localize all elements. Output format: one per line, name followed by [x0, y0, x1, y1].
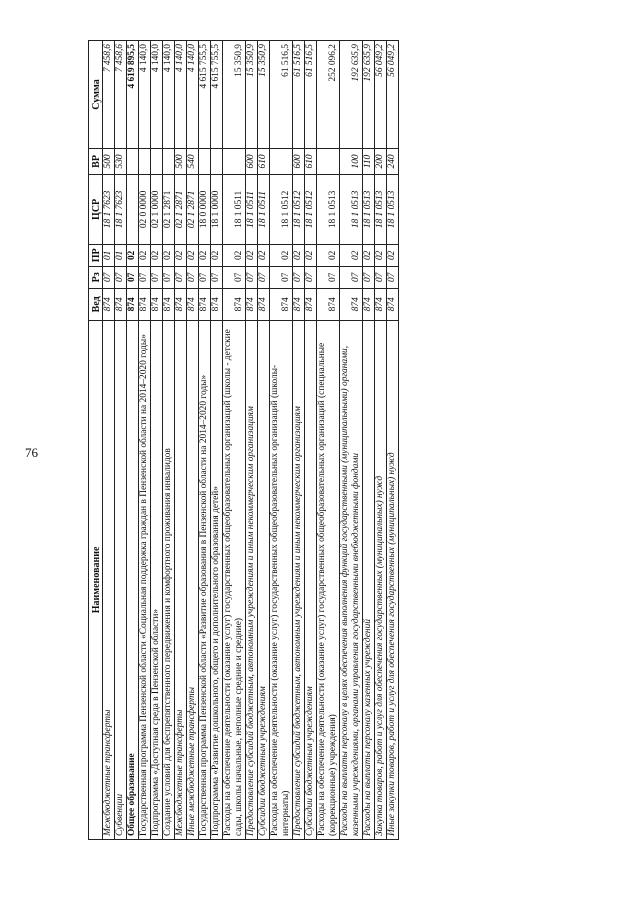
cell-vr: 500 [103, 148, 115, 174]
cell-ved: 874 [387, 288, 399, 320]
table-row [139, 41, 151, 840]
cell-rz: 07 [363, 266, 375, 288]
cell-csr [127, 174, 139, 244]
table-row [151, 41, 163, 840]
cell-pr: 02 [199, 244, 211, 266]
cell-sum: 15 350,9 [258, 41, 270, 149]
cell-sum: 4 140,0 [163, 41, 175, 149]
cell-rz: 07 [270, 266, 293, 288]
header-csr: ЦСР [89, 174, 103, 244]
cell-vr: 600 [293, 148, 305, 174]
cell-rz: 07 [375, 266, 387, 288]
table-row [127, 41, 139, 840]
cell-vr [223, 148, 246, 174]
cell-name: Субсидии бюджетным учреждениям [258, 320, 270, 839]
cell-rz: 07 [127, 266, 139, 288]
cell-name: Предоставление субсидий бюджетным, автономным учреждениям и иным некоммерческим организациям [293, 320, 305, 839]
cell-ved: 874 [223, 288, 246, 320]
cell-pr: 02 [340, 244, 363, 266]
cell-name: Подпрограмма «Доступная среда в Пензенской области» [151, 320, 163, 839]
cell-rz: 07 [305, 266, 317, 288]
cell-ved: 874 [363, 288, 375, 320]
cell-name: Иные закупки товаров, работ и услуг для обеспечения государственных (муниципальных) нужд [387, 320, 399, 839]
cell-sum: 192 635,9 [340, 41, 363, 149]
header-rz: Рз [89, 266, 103, 288]
cell-name: Расходы на обеспечение деятельности (оказание услуг) государственных общеобразовательных организаций (специальные (коррекционные) учреждения) [317, 320, 340, 839]
cell-csr: 02 1 2871 [187, 174, 199, 244]
table-row [387, 41, 399, 840]
header-vr: ВР [89, 148, 103, 174]
cell-ved: 874 [317, 288, 340, 320]
cell-name: Расходы на выплаты персоналу в целях обеспечения выполнения функций государственными (муниципальными) органами, казенными учреждениями, органами управления государственными внебюджетными фондами [340, 320, 363, 839]
cell-pr: 02 [246, 244, 258, 266]
cell-ved: 874 [340, 288, 363, 320]
cell-pr: 02 [270, 244, 293, 266]
table-row [270, 41, 293, 840]
cell-rz: 07 [139, 266, 151, 288]
cell-pr: 02 [163, 244, 175, 266]
cell-sum: 192 635,9 [363, 41, 375, 149]
cell-pr: 02 [387, 244, 399, 266]
cell-ved: 874 [375, 288, 387, 320]
cell-ved: 874 [258, 288, 270, 320]
cell-rz: 07 [115, 266, 127, 288]
table-row [258, 41, 270, 840]
cell-vr [317, 148, 340, 174]
cell-vr: 600 [246, 148, 258, 174]
table-row [163, 41, 175, 840]
cell-vr [270, 148, 293, 174]
cell-rz: 07 [293, 266, 305, 288]
cell-pr: 02 [151, 244, 163, 266]
cell-sum: 4 619 895,5 [127, 41, 139, 149]
cell-vr: 240 [387, 148, 399, 174]
cell-ved: 874 [139, 288, 151, 320]
cell-csr: 18 1 0512 [270, 174, 293, 244]
cell-ved: 874 [246, 288, 258, 320]
cell-sum: 4 140,0 [139, 41, 151, 149]
cell-pr: 02 [258, 244, 270, 266]
cell-vr: 200 [375, 148, 387, 174]
cell-csr: 18 1 7623 [115, 174, 127, 244]
cell-name: Государственная программа Пензенской области «Социальная поддержка граждан в Пензенской области на 2014–2020 годы» [139, 320, 151, 839]
cell-rz: 07 [317, 266, 340, 288]
cell-name: Предоставление субсидий бюджетным, автономным учреждениям и иным некоммерческим организациям [246, 320, 258, 839]
cell-ved: 874 [199, 288, 211, 320]
cell-rz: 07 [211, 266, 223, 288]
cell-sum: 4 140,0 [187, 41, 199, 149]
table-row [317, 41, 340, 840]
cell-vr [139, 148, 151, 174]
page-number: 76 [25, 445, 38, 460]
header-name: Наименование [89, 320, 103, 839]
cell-ved: 874 [103, 288, 115, 320]
cell-csr: 18 1 0511 [223, 174, 246, 244]
cell-csr: 18 1 0511 [258, 174, 270, 244]
cell-sum: 61 516,5 [270, 41, 293, 149]
table-row [187, 41, 199, 840]
cell-name: Межбюджетные трансферты [103, 320, 115, 839]
budget-table-rotated [88, 40, 640, 840]
cell-rz: 07 [387, 266, 399, 288]
table-row [199, 41, 211, 840]
cell-sum: 7 458,6 [103, 41, 115, 149]
cell-name: Расходы на выплаты персоналу казенных учреждений [363, 320, 375, 839]
cell-pr: 02 [127, 244, 139, 266]
cell-sum: 4 140,0 [151, 41, 163, 149]
cell-sum: 61 516,5 [293, 41, 305, 149]
cell-rz: 07 [223, 266, 246, 288]
cell-ved: 874 [211, 288, 223, 320]
cell-ved: 874 [270, 288, 293, 320]
cell-csr: 18 1 0513 [387, 174, 399, 244]
cell-name: Общее образование [127, 320, 139, 839]
cell-pr: 02 [223, 244, 246, 266]
cell-vr [199, 148, 211, 174]
cell-ved: 874 [305, 288, 317, 320]
cell-ved: 874 [293, 288, 305, 320]
cell-name: Межбюджетные трансферты [175, 320, 187, 839]
cell-vr: 610 [258, 148, 270, 174]
cell-ved: 874 [187, 288, 199, 320]
table-row [115, 41, 127, 840]
cell-ved: 874 [175, 288, 187, 320]
cell-rz: 07 [340, 266, 363, 288]
cell-rz: 07 [151, 266, 163, 288]
cell-rz: 07 [258, 266, 270, 288]
cell-name: Субвенции [115, 320, 127, 839]
cell-name: Расходы на обеспечение деятельности (оказание услуг) государственных общеобразовательных организаций (школы - детские сады, школы начальные, неполные средние и средние) [223, 320, 246, 839]
header-pr: ПР [89, 244, 103, 266]
table-row [293, 41, 305, 840]
cell-sum: 252 096,2 [317, 41, 340, 149]
cell-csr: 18 1 0511 [246, 174, 258, 244]
table-row [375, 41, 387, 840]
cell-rz: 07 [246, 266, 258, 288]
cell-vr [211, 148, 223, 174]
header-sum: Сумма [89, 41, 103, 149]
cell-csr: 18 1 0513 [317, 174, 340, 244]
cell-pr: 02 [211, 244, 223, 266]
cell-sum: 4 615 755,5 [211, 41, 223, 149]
cell-csr: 02 0 0000 [139, 174, 151, 244]
cell-name: Субсидии бюджетным учреждениям [305, 320, 317, 839]
cell-csr: 18 1 0513 [340, 174, 363, 244]
cell-rz: 07 [103, 266, 115, 288]
cell-pr: 01 [115, 244, 127, 266]
cell-ved: 874 [151, 288, 163, 320]
cell-name: Закупка товаров, работ и услуг для обеспечения государственных (муниципальных) нужд [375, 320, 387, 839]
cell-csr: 18 1 0000 [211, 174, 223, 244]
table-header-row [89, 41, 103, 840]
cell-ved: 874 [115, 288, 127, 320]
cell-name: Государственная программа Пензенской области «Развитие образования в Пензенской области на 2014–2020 годы» [199, 320, 211, 839]
cell-vr [127, 148, 139, 174]
cell-pr: 02 [175, 244, 187, 266]
budget-table [88, 40, 399, 840]
cell-vr: 100 [340, 148, 363, 174]
cell-vr: 500 [175, 148, 187, 174]
cell-name: Иные межбюджетные трансферты [187, 320, 199, 839]
cell-rz: 07 [175, 266, 187, 288]
header-ved: Вед [89, 288, 103, 320]
table-row [211, 41, 223, 840]
cell-pr: 02 [293, 244, 305, 266]
cell-pr: 01 [103, 244, 115, 266]
cell-sum: 61 516,5 [305, 41, 317, 149]
cell-pr: 02 [305, 244, 317, 266]
cell-pr: 02 [375, 244, 387, 266]
cell-rz: 07 [187, 266, 199, 288]
cell-vr: 540 [187, 148, 199, 174]
cell-csr: 18 1 0513 [363, 174, 375, 244]
cell-rz: 07 [163, 266, 175, 288]
cell-sum: 15 350,9 [223, 41, 246, 149]
cell-sum: 4 140,0 [175, 41, 187, 149]
cell-sum: 4 615 755,5 [199, 41, 211, 149]
cell-sum: 56 049,2 [375, 41, 387, 149]
cell-vr: 610 [305, 148, 317, 174]
table-row [305, 41, 317, 840]
cell-name: Расходы на обеспечение деятельности (оказание услуг) государственных общеобразовательных организаций (школы-интернаты) [270, 320, 293, 839]
cell-sum: 15 350,9 [246, 41, 258, 149]
table-row [363, 41, 375, 840]
cell-name: Подпрограмма «Развитие дошкольного, общего и дополнительного образования детей» [211, 320, 223, 839]
cell-ved: 874 [163, 288, 175, 320]
table-row [340, 41, 363, 840]
table-row [103, 41, 115, 840]
table-row [223, 41, 246, 840]
cell-pr: 02 [139, 244, 151, 266]
cell-pr: 02 [317, 244, 340, 266]
cell-vr: 110 [363, 148, 375, 174]
cell-sum: 56 049,2 [387, 41, 399, 149]
cell-vr [151, 148, 163, 174]
cell-csr: 18 1 0512 [293, 174, 305, 244]
cell-sum: 7 458,6 [115, 41, 127, 149]
cell-csr: 02 1 2871 [163, 174, 175, 244]
cell-pr: 02 [187, 244, 199, 266]
cell-ved: 874 [127, 288, 139, 320]
table-row [246, 41, 258, 840]
cell-csr: 02 1 2871 [175, 174, 187, 244]
cell-vr [163, 148, 175, 174]
cell-csr: 02 1 0000 [151, 174, 163, 244]
cell-pr: 02 [363, 244, 375, 266]
cell-csr: 18 1 7623 [103, 174, 115, 244]
cell-csr: 18 1 0512 [305, 174, 317, 244]
cell-vr: 530 [115, 148, 127, 174]
cell-csr: 18 1 0513 [375, 174, 387, 244]
table-row [175, 41, 187, 840]
cell-rz: 07 [199, 266, 211, 288]
cell-name: Создание условий для беспрепятственного передвижения и комфортного проживания инвалидов [163, 320, 175, 839]
cell-csr: 18 0 0000 [199, 174, 211, 244]
